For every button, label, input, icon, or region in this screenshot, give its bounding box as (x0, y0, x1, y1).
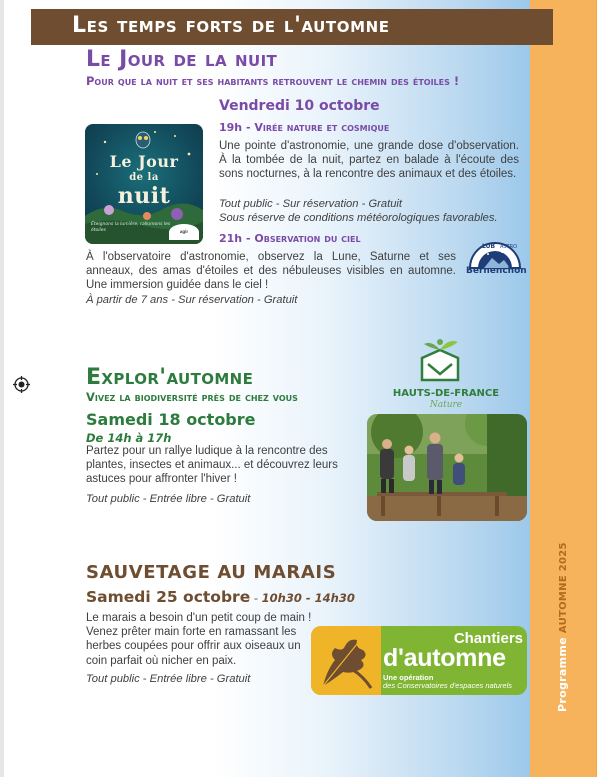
cover-title-line3: nuit (117, 183, 171, 209)
season-label: AUTOMNE 2025 (558, 542, 569, 634)
time-separator: - (242, 232, 255, 245)
event-info-observation: À partir de 7 ans - Sur réservation - Gratuit (86, 294, 298, 306)
event-time-line-19h (219, 120, 389, 135)
time-separator: - (250, 591, 262, 605)
page-title: Les temps forts de l'automne (72, 13, 390, 38)
event-time-line-21h (219, 231, 361, 246)
cover-title (91, 152, 197, 209)
family-nature-photo (367, 414, 527, 521)
event-date-10-octobre: Vendredi 10 octobre (219, 98, 380, 114)
cover-title-line2: de la (129, 172, 159, 183)
oak-leaf-icon (313, 630, 383, 692)
cover-title-line1: Le Jour (109, 152, 179, 171)
chantiers-operation-line1: Une opération (383, 673, 434, 682)
chantiers-main-text: d'automne (383, 644, 506, 672)
event-description-rallye: Partez pour un rallye ludique à la rencontre des plantes, insectes et animaux... et découvrez leurs astuces pour affronter l'hiver ! (86, 445, 338, 486)
hauts-de-france-name: HAUTS-DE-FRANCE (392, 388, 500, 399)
crosshair-icon (13, 376, 30, 393)
time-separator: - (242, 121, 255, 134)
event-date-18-octobre: Samedi 18 octobre (86, 410, 256, 429)
event-info-viree: Tout public - Sur réservation - Gratuit (219, 198, 403, 210)
astronomy-club-name: Bernenchon (466, 266, 527, 276)
event-description-observation: À l'observatoire d'astronomie, observez la Lune, Saturne et ses anneaux, des amas d'étoiles et des nébuleuses visibles en automne. Une immersion guidée dans le ciel ! (86, 251, 456, 292)
event-info-marais: Tout public - Entrée libre - Gratuit (86, 673, 251, 685)
program-label: Programme (556, 637, 569, 712)
left-margin-rule (0, 0, 4, 777)
jour-de-la-nuit-cover-image (85, 124, 203, 244)
section-title-jour-de-la-nuit: Le Jour de la nuit (86, 47, 278, 72)
side-label (556, 542, 569, 712)
event-description-marais: Le marais a besoin d'un petit coup de main ! Venez prêter main forte en ramassant les herbes coupées pour offrir aux oiseaux un coin parfait où nicher en paix. (86, 612, 312, 667)
chantiers-dautomne-logo (311, 626, 527, 695)
hauts-de-france-logo (412, 336, 468, 388)
event-info-rallye: Tout public - Entrée libre - Gratuit (86, 493, 251, 505)
chantiers-top-text: Chantiers (453, 630, 523, 647)
section-title-sauvetage-marais: SAUVETAGE AU MARAIS (86, 562, 337, 583)
section-subtitle-jour-de-la-nuit: Pour que la nuit et ses habitants retrouvent le chemin des étoiles ! (86, 74, 460, 88)
hauts-de-france-tagline: Nature (429, 400, 463, 410)
cover-caption: Éteignons la lumière, rallumons les étoiles (91, 222, 171, 233)
event-date-text: Samedi 25 octobre (86, 588, 251, 606)
event-time-range: 10h30 - 14h30 (261, 591, 355, 605)
cover-badge: agir (169, 224, 199, 240)
event-description-viree: Une pointe d'astronomie, une grande dose d'observation. À la tombée de la nuit, partez en balade à l'écoute des sons nocturnes, à la rencontre des animaux et des étoiles. (219, 140, 519, 181)
chantiers-operation-line2: des Conservatoires d'espaces naturels (383, 681, 513, 690)
photo-illustration (367, 414, 527, 521)
svg-text:LUB: LUB (482, 243, 496, 250)
event-date-25-octobre (86, 587, 355, 608)
svg-text:ASTRO: ASTRO (500, 244, 518, 250)
event-activity: Virée nature et cosmique (254, 121, 390, 134)
event-activity: Observation du ciel (254, 232, 361, 245)
event-time: 19h (219, 121, 243, 134)
event-time: 21h (219, 232, 243, 245)
section-title-explorautomne: Explor'automne (86, 365, 254, 390)
event-weather-note: Sous réserve de conditions météorologiques favorables. (219, 212, 498, 224)
section-subtitle-explorautomne: Vivez la biodiversité près de chez vous (86, 390, 298, 404)
event-time-14h-17h: De 14h à 17h (86, 431, 172, 445)
